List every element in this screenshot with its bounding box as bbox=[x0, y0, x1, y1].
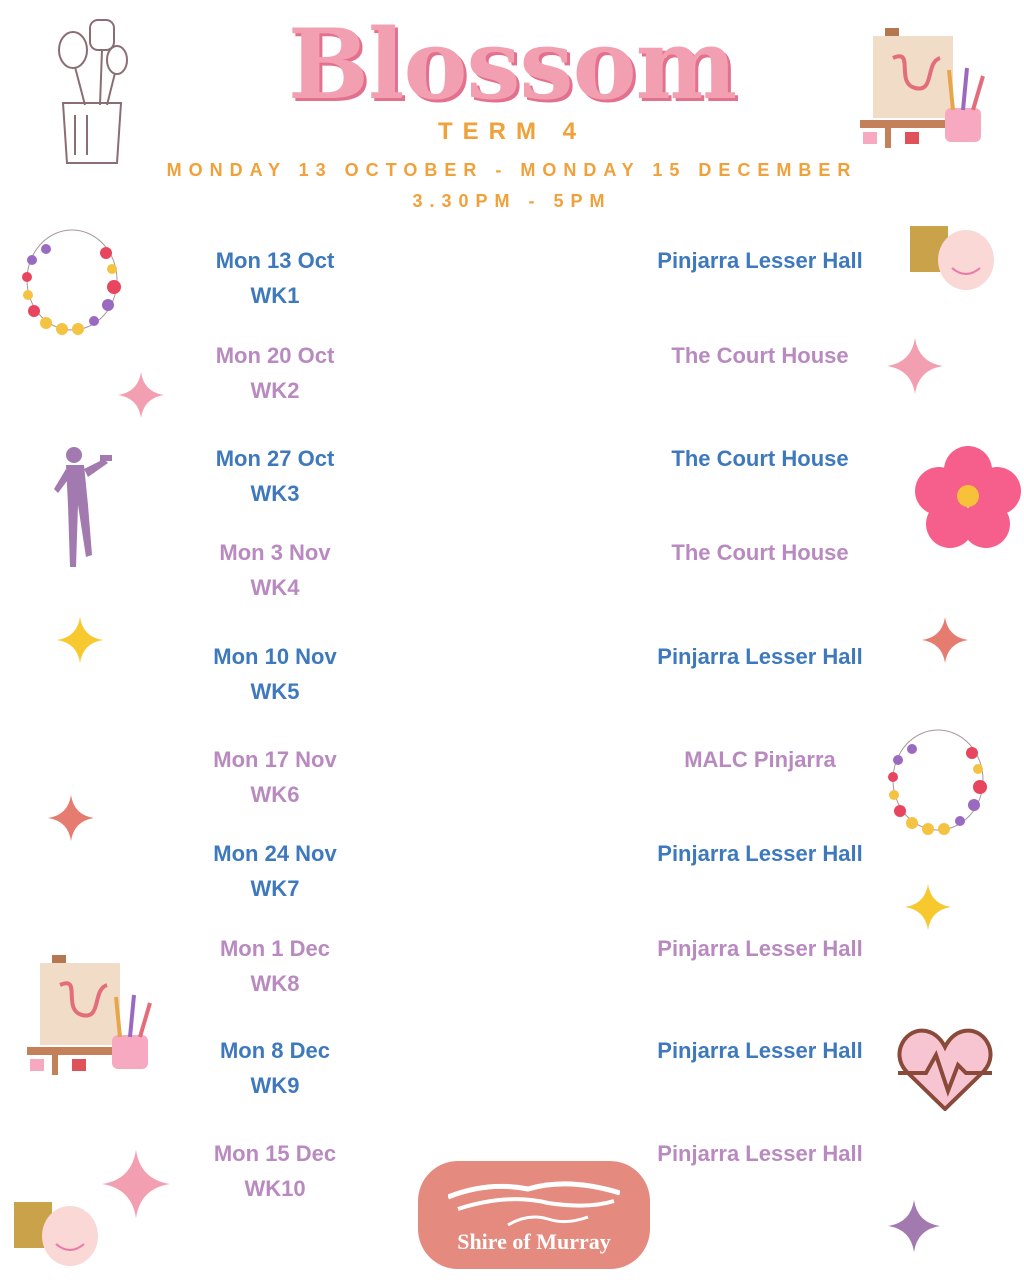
week-text: WK7 bbox=[250, 876, 300, 901]
sparkle-icon bbox=[118, 372, 164, 418]
week-text: WK8 bbox=[250, 971, 300, 996]
easel-icon bbox=[22, 955, 162, 1079]
sparkle-icon bbox=[888, 1200, 940, 1252]
sparkle-icon bbox=[887, 338, 943, 394]
date-text: Mon 20 Oct bbox=[215, 343, 335, 368]
session-date bbox=[175, 338, 375, 408]
sparkle-icon bbox=[48, 795, 94, 841]
sparkle-icon bbox=[57, 617, 103, 663]
session-date bbox=[175, 535, 375, 605]
session-date bbox=[175, 1136, 375, 1206]
venue-text: MALC Pinjarra bbox=[684, 747, 836, 772]
venue-text: Pinjarra Lesser Hall bbox=[657, 1141, 863, 1166]
bracelet-icon bbox=[12, 215, 132, 340]
venue-text: The Court House bbox=[671, 446, 849, 471]
bracelet-icon bbox=[878, 715, 998, 840]
week-text: WK1 bbox=[250, 283, 300, 308]
schedule-row-wk5 bbox=[0, 639, 1024, 719]
week-text: WK2 bbox=[250, 378, 300, 403]
logo-text: Shire of Murray bbox=[457, 1229, 611, 1254]
sparkle-icon bbox=[922, 617, 968, 663]
dancer-icon bbox=[48, 445, 114, 570]
week-text: WK4 bbox=[250, 575, 300, 600]
session-date bbox=[175, 639, 375, 709]
date-text: Mon 17 Nov bbox=[213, 747, 337, 772]
flower-icon bbox=[915, 446, 1021, 548]
schedule-row-wk4 bbox=[0, 535, 1024, 615]
date-text: Mon 24 Nov bbox=[213, 841, 337, 866]
page-title: Blossom bbox=[287, 8, 737, 121]
date-text: Mon 1 Dec bbox=[219, 936, 331, 961]
schedule-row-wk1 bbox=[0, 243, 1024, 323]
venue-text: Pinjarra Lesser Hall bbox=[657, 1038, 863, 1063]
session-date bbox=[175, 243, 375, 313]
easel-icon bbox=[855, 28, 995, 152]
venue-text: The Court House bbox=[671, 540, 849, 565]
session-date bbox=[175, 931, 375, 1001]
schedule-row-wk7 bbox=[0, 836, 1024, 916]
date-text: Mon 10 Nov bbox=[213, 644, 337, 669]
sparkle-icon bbox=[905, 884, 951, 930]
heartbeat-icon bbox=[896, 1025, 994, 1111]
sparkle-icon bbox=[102, 1150, 170, 1218]
venue-text: Pinjarra Lesser Hall bbox=[657, 248, 863, 273]
theatre-masks-icon bbox=[908, 222, 998, 294]
week-text: WK6 bbox=[250, 782, 300, 807]
date-text: Mon 13 Oct bbox=[215, 248, 335, 273]
week-text: WK10 bbox=[244, 1176, 306, 1201]
venue-text: Pinjarra Lesser Hall bbox=[657, 841, 863, 866]
schedule-row-wk3 bbox=[0, 441, 1024, 521]
term-label: TERM 4 bbox=[437, 118, 586, 145]
utensils-icon bbox=[45, 15, 140, 165]
session-time: 3.30PM - 5PM bbox=[412, 191, 612, 211]
river-hills-icon bbox=[448, 1179, 620, 1227]
date-range: MONDAY 13 OCTOBER - MONDAY 15 DECEMBER bbox=[166, 160, 858, 180]
shire-logo bbox=[418, 1161, 650, 1269]
session-date bbox=[175, 441, 375, 511]
week-text: WK3 bbox=[250, 481, 300, 506]
schedule-row-wk6 bbox=[0, 742, 1024, 822]
session-date bbox=[175, 836, 375, 906]
theatre-masks-icon bbox=[12, 1198, 102, 1270]
date-text: Mon 3 Nov bbox=[219, 540, 331, 565]
week-text: WK9 bbox=[250, 1073, 300, 1098]
date-text: Mon 8 Dec bbox=[219, 1038, 331, 1063]
date-text: Mon 15 Dec bbox=[213, 1141, 337, 1166]
session-date bbox=[175, 742, 375, 812]
venue-text: Pinjarra Lesser Hall bbox=[657, 936, 863, 961]
date-text: Mon 27 Oct bbox=[215, 446, 335, 471]
venue-text: Pinjarra Lesser Hall bbox=[657, 644, 863, 669]
session-date bbox=[175, 1033, 375, 1103]
venue-text: The Court House bbox=[671, 343, 849, 368]
week-text: WK5 bbox=[250, 679, 300, 704]
